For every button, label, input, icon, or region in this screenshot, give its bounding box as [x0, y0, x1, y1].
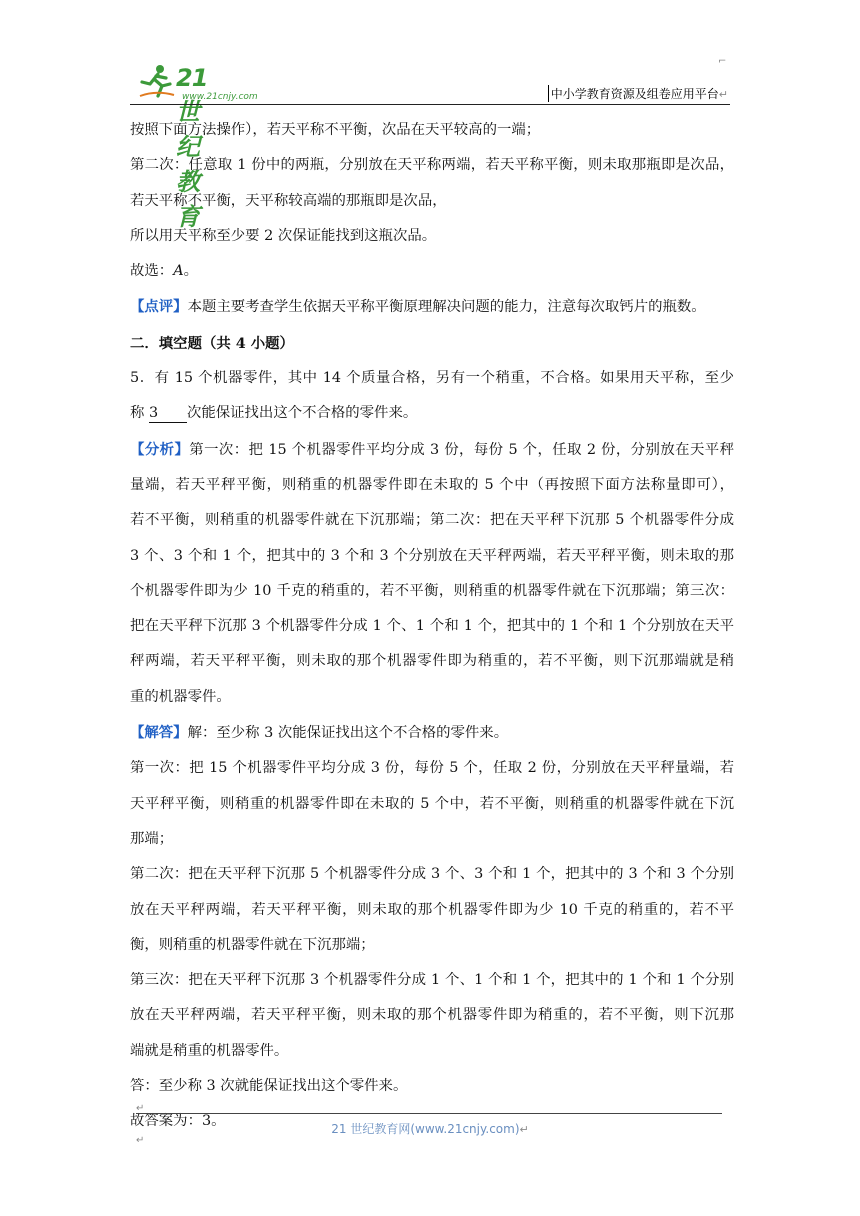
analysis-label: 【分析】	[130, 440, 190, 458]
paragraph: 按照下面方法操作），若天平称不平衡，次品在天平较高的一端；	[130, 122, 541, 138]
step-line: 放在天平秤两端，若天平秤平衡，则未取的那个机器零件即为稍重的，若不平衡，则下沉那	[130, 1007, 734, 1024]
step-line: 天平秤平衡，则稍重的机器零件即在未取的 5 个中，若不平衡，则稍重的机器零件就在下沉	[130, 795, 734, 812]
logo-url: www.21cnjy.com	[182, 92, 258, 102]
step-line: 第三次：把在天平秤下沉那 3 个机器零件分成 1 个、1 个和 1 个，把其中的 1 个和 1 个分别	[130, 972, 734, 989]
choice-letter: A	[173, 263, 184, 280]
answer-blank: 3	[149, 404, 187, 423]
answer-choice: 故选：A。	[130, 263, 198, 280]
return-mark: ↵	[718, 88, 728, 101]
return-mark: ↵	[136, 1103, 145, 1114]
comment-paragraph: 【点评】本题主要考查学生依据天平称平衡原理解决问题的能力，注意每次取钙片的瓶数。	[130, 298, 706, 316]
conclusion: 答：至少称 3 次就能保证找出这个零件来。	[130, 1078, 408, 1095]
step-line: 放在天平秤两端，若天平秤平衡，则未取的那个机器零件即为少 10 千克的稍重的，若不平	[130, 901, 734, 918]
paragraph: 所以用天平称至少要 2 次保证能找到这瓶次品。	[130, 227, 437, 244]
return-mark: ↵	[519, 1123, 529, 1136]
step-line: 第一次：把 15 个机器零件平均分成 3 份，每份 5 个，任取 2 份，分别放在天平秤量端，若	[130, 760, 734, 777]
footer-text: 21 世纪教育网(www.21cnjy.com)↵	[331, 1122, 529, 1136]
step-line: 端就是稍重的机器零件。	[130, 1042, 289, 1059]
analysis-line: 个机器零件即为少 10 千克的稍重的，若不平衡，则稍重的机器零件就在下沉那端；第三次：	[130, 582, 734, 599]
section-title: 二．填空题（共 4 小题）	[130, 334, 294, 352]
comment-label: 【点评】	[130, 298, 188, 316]
corner-mark: ⌐	[718, 56, 727, 67]
step-line: 第二次：把在天平秤下沉那 5 个机器零件分成 3 个、3 个和 1 个，把其中的 3 个和 3 个分别	[130, 866, 734, 883]
footer-rule	[136, 1113, 722, 1114]
header-rule	[130, 104, 730, 105]
analysis-line: 量端，若天平秤平衡，则稍重的机器零件即在未取的 5 个中（再按照下面方法称量即可），	[130, 476, 734, 493]
return-mark: ↵	[136, 1135, 145, 1146]
analysis-line: 把在天平秤下沉那 3 个机器零件分成 1 个、1 个和 1 个，把其中的 1 个和 1 个分别放在天平	[130, 618, 734, 635]
final-answer: 故答案为：3。	[130, 1113, 226, 1130]
analysis-line: 3 个、3 个和 1 个，把其中的 3 个和 3 个分别放在天平秤两端，若天平秤平衡，则未取的那	[130, 547, 734, 564]
paragraph: 若天平称不平衡，天平称较高端的那瓶即是次品，	[130, 192, 447, 209]
analysis-paragraph: 【分析】第一次：把 15 个机器零件平均分成 3 份，每份 5 个，任取 2 份，分别放在天平秤	[130, 440, 734, 458]
analysis-line: 重的机器零件。	[130, 688, 231, 705]
step-line: 那端；	[130, 830, 174, 847]
answer-paragraph: 【解答】解：至少称 3 次能保证找出这个不合格的零件来。	[130, 724, 509, 742]
logo-text: 21世纪教育	[176, 64, 208, 231]
question-text: 5．有 15 个机器零件，其中 14 个质量合格，另有一个稍重，不合格。如果用天平称，至少	[130, 370, 734, 387]
document-body	[130, 113, 734, 1140]
answer-label: 【解答】	[130, 724, 188, 742]
step-line: 衡，则稍重的机器零件就在下沉那端；	[130, 936, 375, 953]
runner-icon	[136, 62, 176, 102]
analysis-line: 若不平衡，则稍重的机器零件就在下沉那端；第二次：把在天平秤下沉那 5 个机器零件分成	[130, 512, 734, 529]
paragraph: 第二次：任意取 1 份中的两瓶，分别放在天平称两端，若天平称平衡，则未取那瓶即是次品，	[130, 157, 734, 174]
platform-name: 中小学教育资源及组卷应用平台↵	[548, 85, 728, 102]
question-text: 称 3 次能保证找出这个不合格的零件来。	[130, 405, 418, 422]
analysis-line: 秤两端，若天平秤平衡，则未取的那个机器零件即为稍重的，若不平衡，则下沉那端就是稍	[130, 653, 734, 670]
